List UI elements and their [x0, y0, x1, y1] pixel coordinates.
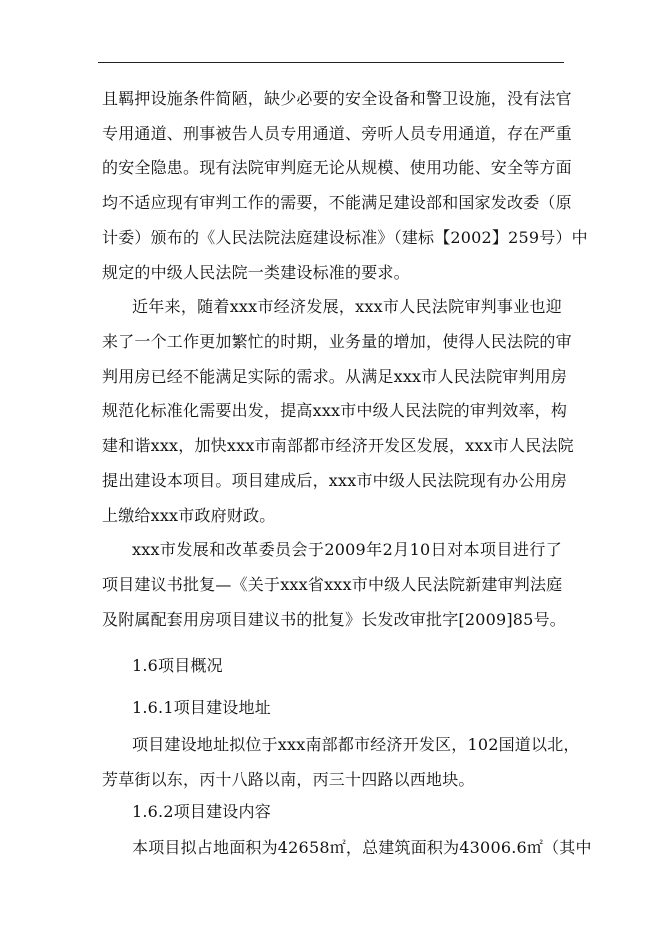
body-line: 且羁押设施条件简陋，缺少必要的安全设备和警卫设施，没有法官 [102, 89, 572, 108]
body-line: 上缴给xxx市政府财政。 [102, 506, 276, 525]
body-line: 的安全隐患。现有法院审判庭无论从规模、使用功能、安全等方面 [102, 158, 572, 177]
body-line: 判用房已经不能满足实际的需求。从满足xxx市人民法院审判用房 [102, 367, 568, 386]
subsection-heading: 1.6.2项目建设内容 [132, 802, 271, 821]
body-line: 计委）颁布的《人民法院法庭建设标准》（建标【2002】259号）中 [102, 228, 588, 247]
body-line: 来了一个工作更加繁忙的时期，业务量的增加，使得人民法院的审 [102, 332, 572, 351]
body-line: 芳草街以东，丙十八路以南，丙三十四路以西地块。 [102, 770, 475, 789]
body-line: 提出建设本项目。项目建成后，xxx市中级人民法院现有办公用房 [102, 471, 568, 490]
paragraph-first-line: 项目建设地址拟位于xxx南部都市经济开发区，102国道以北， [132, 735, 580, 754]
body-line: 规范化标准化需要出发，提高xxx市中级人民法院的审判效率，构 [102, 401, 568, 420]
body-line: 建和谐xxx，加快xxx市南部都市经济开发区发展，xxx市人民法院 [102, 436, 574, 455]
subsection-heading: 1.6.1项目建设地址 [132, 698, 271, 717]
paragraph-first-line: xxx市发展和改革委员会于2009年2月10日对本项目进行了 [132, 540, 562, 559]
paragraph-first-line: 本项目拟占地面积为42658㎡，总建筑面积为43006.6㎡（其中 [132, 838, 592, 857]
body-line: 及附属配套用房项目建议书的批复》长发改审批字[2009]85号。 [102, 610, 566, 629]
body-line: 项目建议书批复—《关于xxx省xxx市中级人民法院新建审判法庭 [102, 575, 563, 594]
body-line: 规定的中级人民法院一类建设标准的要求。 [102, 263, 410, 282]
body-line: 均不适应现有审判工作的需要，不能满足建设部和国家发改委（原 [102, 193, 572, 212]
section-heading: 1.6项目概况 [132, 656, 223, 675]
body-line: 专用通道、刑事被告人员专用通道、旁听人员专用通道，存在严重 [102, 124, 572, 143]
paragraph-first-line: 近年来，随着xxx市经济发展，xxx市人民法院审判事业也迎 [132, 297, 562, 316]
header-rule [98, 62, 564, 63]
